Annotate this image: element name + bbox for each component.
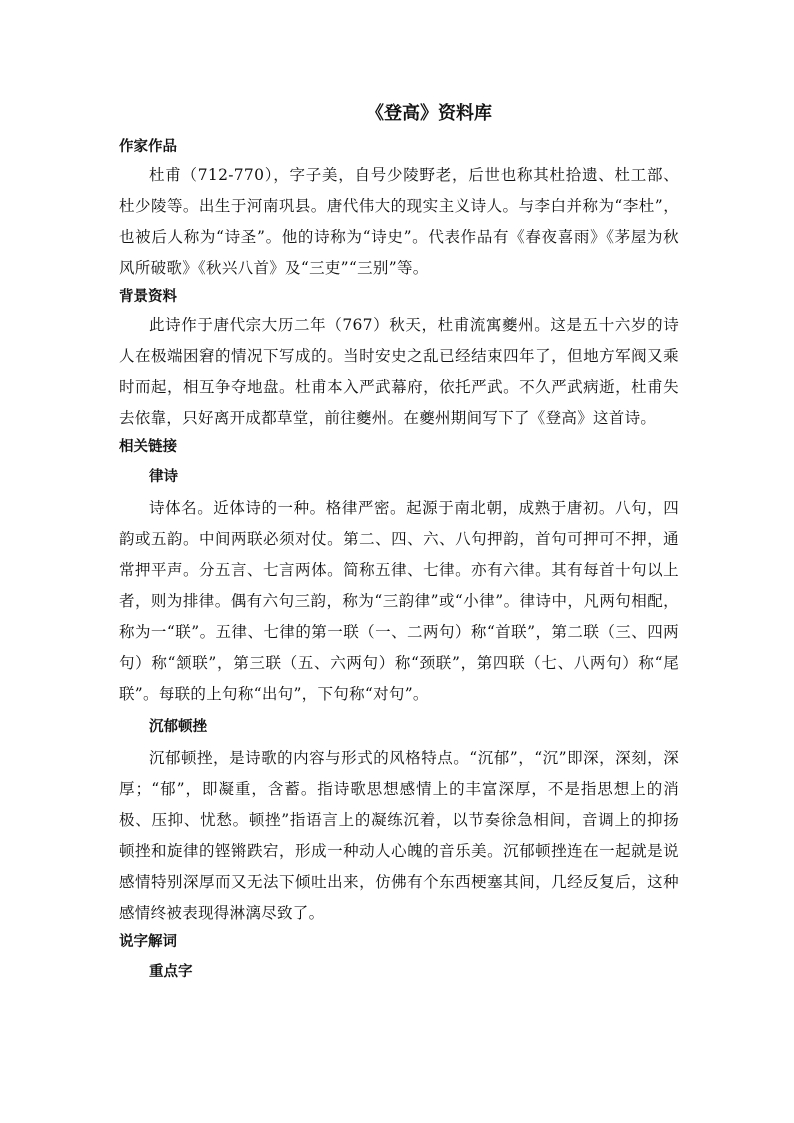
section-links: [119, 434, 679, 929]
author-paragraph: 杜甫（712-770），字子美，自号少陵野老，后世也称其杜拾遗、杜工部、杜少陵等。出生于河南巩县。唐代伟大的现实主义诗人。与李白并称为“李杜”，也被后人称为“诗圣”。他的诗称为“诗史”。代表作品有《春夜喜雨》《茅屋为秋风所破歌》《秋兴八首》及“三吏”“三别”等。: [119, 166, 679, 277]
section-heading-links: 相关链接: [119, 439, 177, 455]
section-words: [119, 929, 679, 985]
page-title: 《登高》资料库: [366, 103, 492, 124]
section-heading-background: 背景资料: [119, 289, 177, 305]
section-heading-author: 作家作品: [119, 139, 177, 155]
section-background: [119, 284, 679, 434]
section-author: [119, 134, 679, 284]
subheading-lvshi: 律诗: [149, 469, 178, 485]
lvshi-paragraph: 诗体名。近体诗的一种。格律严密。起源于南北朝，成熟于唐初。八句，四韵或五韵。中间两联必须对仗。第二、四、六、八句押韵，首句可押可不押，通常押平声。分五言、七言两体。简称五律、七律。亦有六律。其有每首十句以上者，则为排律。偶有六句三韵，称为“三韵律”或“小律”。律诗中，凡两句相配，称为一“联”。五律、七律的第一联（一、二两句）称“首联”，第二联（三、四两句）称“颔联”，第三联（五、六两句）称“颈联”，第四联（七、八两句）称“尾联”。每联的上句称“出句”，下句称“对句”。: [119, 499, 679, 703]
subheading-chenyu: 沉郁顿挫: [149, 719, 207, 735]
chenyu-paragraph: 沉郁顿挫，是诗歌的内容与形式的风格特点。“沉郁”，“沉”即深，深刻，深厚；“郁”，即凝重，含蓄。指诗歌思想感情上的丰富深厚，不是指思想上的消极、压抑、忧愁。顿挫”指语言上的凝练沉着，以节奏徐急相间，音调上的抑扬顿挫和旋律的铿锵跌宕，形成一种动人心魄的音乐美。沉郁顿挫连在一起就是说感情特别深厚而又无法下倾吐出来，仿佛有个东西梗塞其间，几经反复后，这种感情终被表现得淋漓尽致了。: [119, 749, 679, 922]
document-page: [119, 100, 679, 988]
section-heading-words: 说字解词: [119, 934, 177, 950]
subheading-key-chars: 重点字: [149, 964, 193, 980]
background-paragraph: 此诗作于唐代宗大历二年（767）秋天，杜甫流寓夔州。这是五十六岁的诗人在极端困窘的情况下写成的。当时安史之乱已经结束四年了，但地方军阀又乘时而起，相互争夺地盘。杜甫本入严武幕府，依托严武。不久严武病逝，杜甫失去依靠，只好离开成都草堂，前往夔州。在夔州期间写下了《登高》这首诗。: [119, 316, 679, 427]
